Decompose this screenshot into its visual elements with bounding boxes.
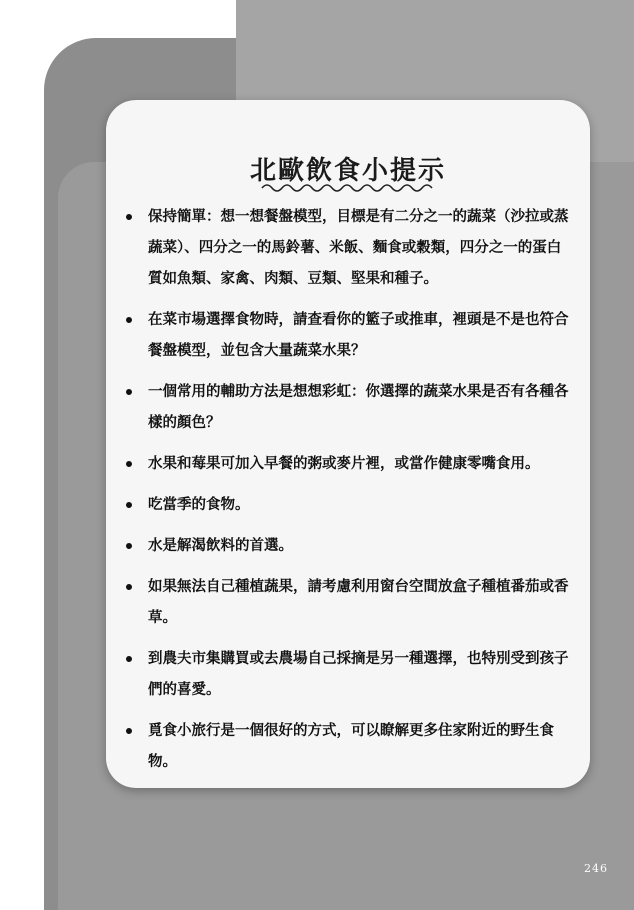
bullet-dot xyxy=(126,389,132,395)
title-wave-underline xyxy=(260,182,436,194)
bullet-dot xyxy=(126,656,132,662)
tip-item xyxy=(126,716,574,778)
tip-item xyxy=(126,644,574,706)
tip-item xyxy=(126,202,574,295)
bullet-dot xyxy=(126,502,132,508)
bullet-dot xyxy=(126,317,132,323)
tip-item xyxy=(126,490,574,521)
tip-text: 到農夫市集購買或去農場自己採摘是另一種選擇，也特別受到孩子們的喜愛。 xyxy=(148,651,569,698)
bullet-dot xyxy=(126,461,132,467)
bullet-dot xyxy=(126,543,132,549)
tip-text: 保持簡單：想一想餐盤模型，目標是有二分之一的蔬菜（沙拉或蒸蔬菜）、四分之一的馬鈴薯、米飯、麵食或穀類，四分之一的蛋白質如魚類、家禽、肉類、豆類、堅果和種子。 xyxy=(148,209,569,287)
bullet-dot xyxy=(126,728,132,734)
tip-text: 在菜市場選擇食物時，請查看你的籃子或推車，裡頭是不是也符合餐盤模型，並包含大量蔬菜水果？ xyxy=(148,312,569,359)
tip-text: 一個常用的輔助方法是想想彩虹：你選擇的蔬菜水果是否有各種各樣的顏色？ xyxy=(148,384,569,431)
tips-card xyxy=(106,100,590,788)
tip-text: 吃當季的食物。 xyxy=(148,497,250,513)
tip-item xyxy=(126,572,574,634)
bullet-dot xyxy=(126,214,132,220)
tip-item xyxy=(126,531,574,562)
tips-list xyxy=(126,202,574,788)
page-number: 246 xyxy=(584,862,608,875)
tip-item xyxy=(126,305,574,367)
tip-text: 水是解渴飲料的首選。 xyxy=(148,538,293,554)
tip-text: 如果無法自己種植蔬果，請考慮利用窗台空間放盒子種植番茄或香草。 xyxy=(148,579,569,626)
card-title: 北歐飲食小提示 xyxy=(249,156,446,186)
tip-item xyxy=(126,377,574,439)
tip-text: 水果和莓果可加入早餐的粥或麥片裡，或當作健康零嘴食用。 xyxy=(148,456,540,472)
tip-item xyxy=(126,449,574,480)
tip-text: 覓食小旅行是一個很好的方式，可以瞭解更多住家附近的野生食物。 xyxy=(148,723,554,770)
bullet-dot xyxy=(126,584,132,590)
